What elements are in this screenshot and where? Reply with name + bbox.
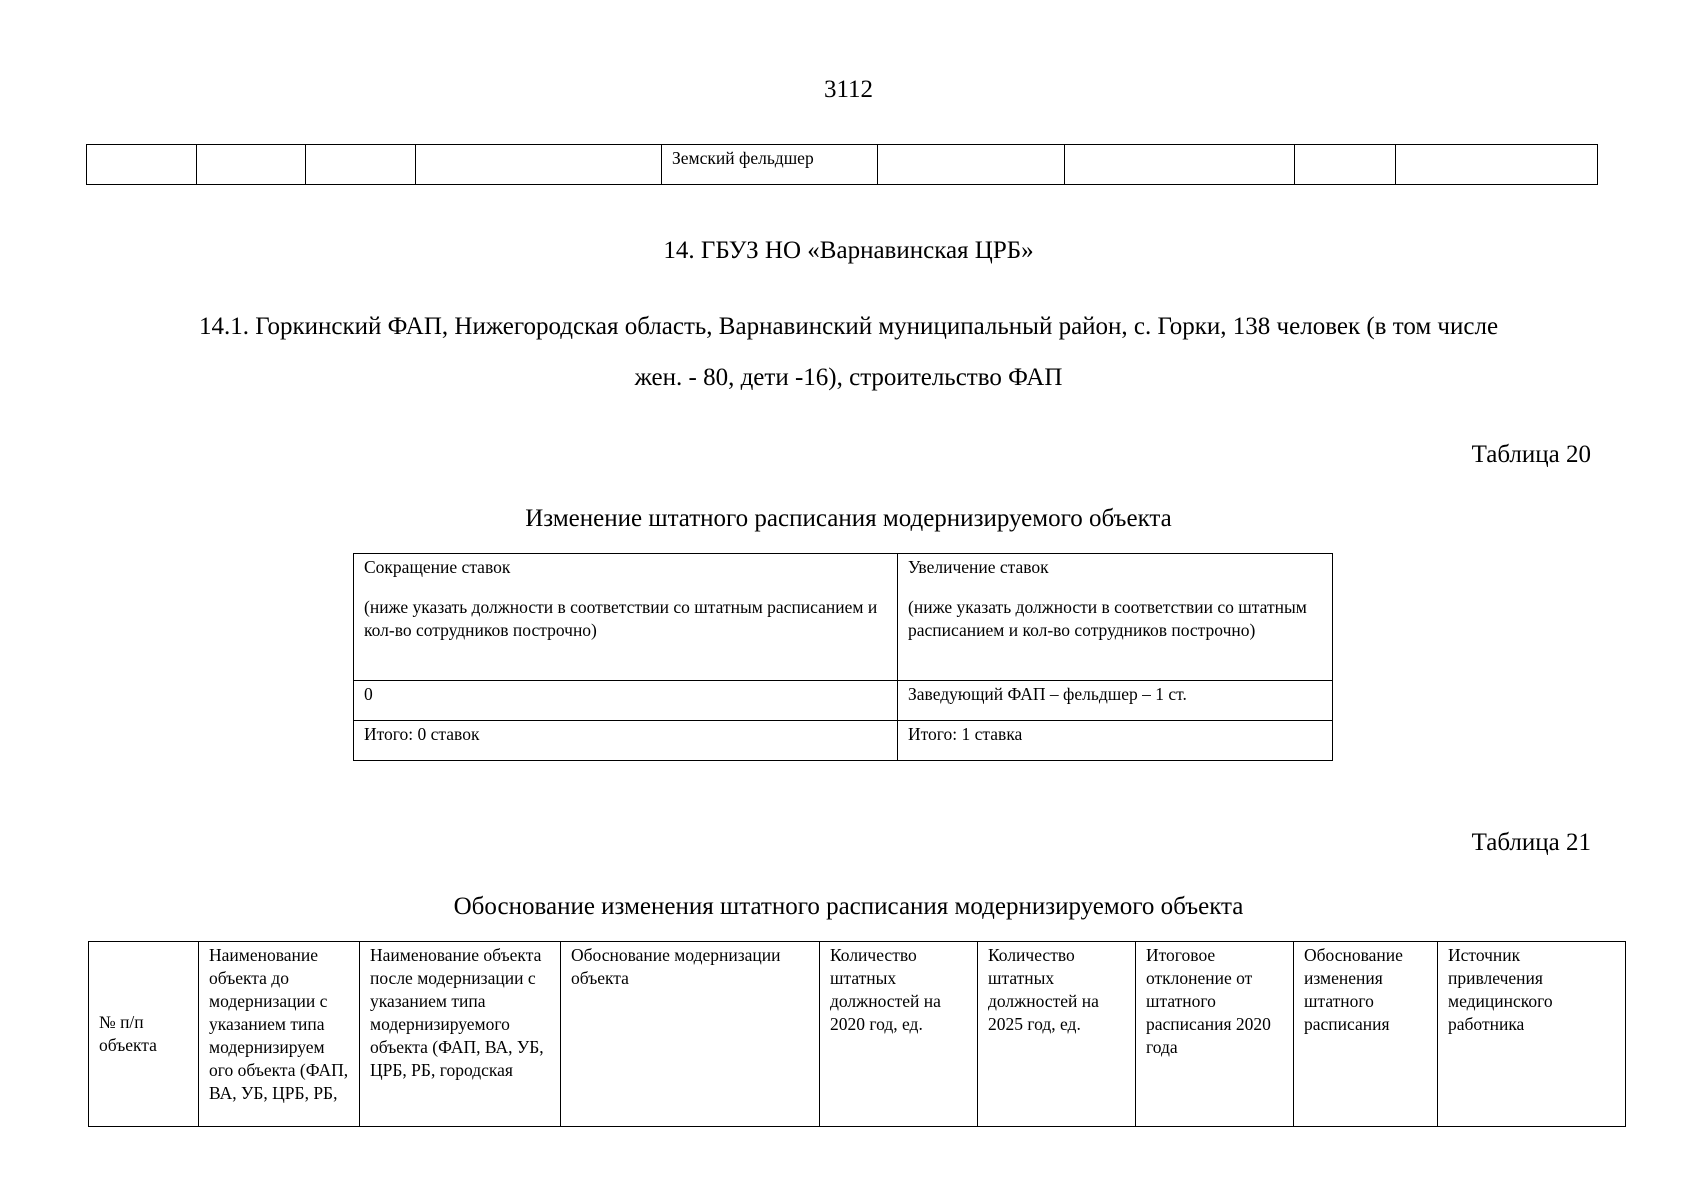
column-header: Итоговое отклонение от штатного расписания 2020 года [1136, 942, 1294, 1127]
table-cell [87, 145, 197, 185]
increase-note: (ниже указать должности в соответствии со штатным расписанием и кол-во сотрудников построчно) [908, 597, 1307, 640]
table-cell: Итого: 1 ставка [898, 721, 1333, 761]
table20-label: Таблица 20 [1471, 441, 1591, 468]
table-row [354, 681, 1333, 721]
column-header: Обоснование модернизации объекта [561, 942, 820, 1127]
table21-label: Таблица 21 [1471, 829, 1591, 856]
staffing-change-table [353, 553, 1333, 761]
table-cell: Земский фельдшер [662, 145, 878, 185]
subsection-line-1: 14.1. Горкинский ФАП, Нижегородская область, Варнавинский муниципальный район, с. Горки, 138 человек (в том числе [198, 313, 1499, 340]
column-header: Источник привлечения медицинского работника [1438, 942, 1626, 1127]
table-cell: 0 [354, 681, 898, 721]
column-header: Наименование объекта после модернизации с указанием типа модернизируемого объекта (ФАП, ВА, УБ, ЦРБ, РБ, городская [360, 942, 561, 1127]
table-cell: Заведующий ФАП – фельдшер – 1 ст. [898, 681, 1333, 721]
table21-title: Обоснование изменения штатного расписания модернизируемого объекта [453, 893, 1244, 920]
reduction-note: (ниже указать должности в соответствии со штатным расписанием и кол-во сотрудников построчно) [364, 597, 878, 640]
column-header: Количество штатных должностей на 2025 год, ед. [978, 942, 1136, 1127]
table-cell [878, 145, 1065, 185]
reduction-title: Сокращение ставок [364, 557, 511, 577]
header-cell-increase [898, 554, 1333, 681]
column-header: Наименование объекта до модернизации с указанием типа модернизируем ого объекта (ФАП, ВА, УБ, ЦРБ, РБ, [199, 942, 360, 1127]
table-cell [416, 145, 662, 185]
table-row [354, 721, 1333, 761]
table-cell [1065, 145, 1295, 185]
continued-table [86, 144, 1598, 185]
table20-title: Изменение штатного расписания модернизируемого объекта [525, 505, 1172, 532]
table-cell [197, 145, 306, 185]
subsection-line-2: жен. - 80, дети -16), строительство ФАП [634, 364, 1063, 391]
staffing-justification-table [88, 941, 1626, 1127]
increase-title: Увеличение ставок [908, 557, 1049, 577]
header-cell-reduction [354, 554, 898, 681]
column-header: Обоснование изменения штатного расписания [1294, 942, 1438, 1127]
section-heading: 14. ГБУЗ НО «Варнавинская ЦРБ» [663, 237, 1034, 264]
table-header-row [89, 942, 1626, 1127]
table-cell: Итого: 0 ставок [354, 721, 898, 761]
table-cell [1295, 145, 1396, 185]
table-row [87, 145, 1598, 185]
table-row [354, 554, 1333, 681]
table-cell [306, 145, 416, 185]
column-header: Количество штатных должностей на 2020 год, ед. [820, 942, 978, 1127]
table-cell [1396, 145, 1598, 185]
column-header: № п/п объекта [89, 942, 199, 1127]
page-number: 3112 [823, 76, 874, 103]
